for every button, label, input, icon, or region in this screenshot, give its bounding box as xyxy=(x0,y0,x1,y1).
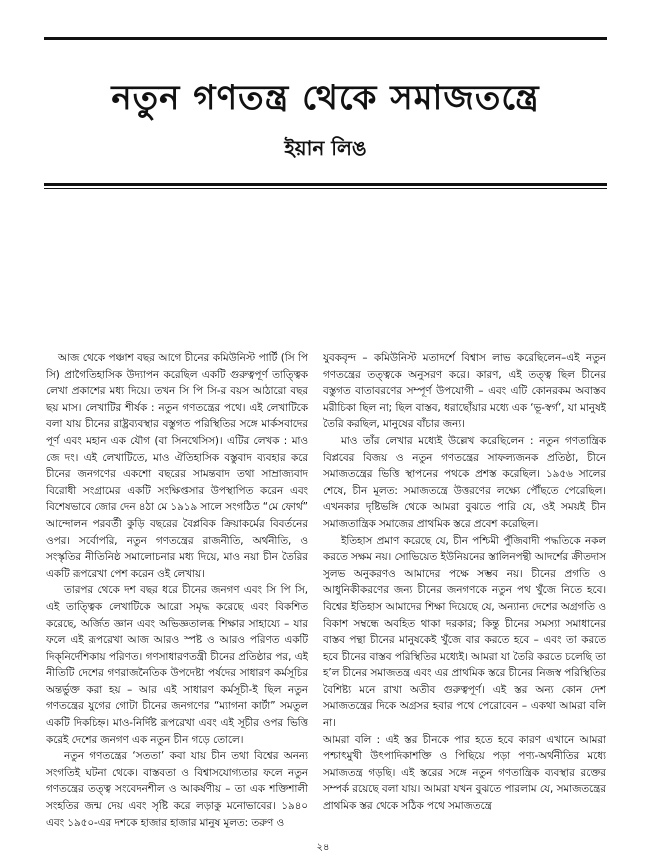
article-author: ইয়ান লিঙ xyxy=(284,136,367,160)
header-rule-thick xyxy=(44,183,607,186)
article-title: নতুন গণতন্ত্র থেকে সমাজতন্ত্রে xyxy=(111,78,540,118)
paragraph: আজ থেকে পঞ্চাশ বছর আগে চীনের কমিউনিস্ট পার্টি (সি পি সি) প্রাগৈতিহাসিক উদ্যাপন করেছিল একটি গুরুত্বপূর্ণ তাত্ত্বিক লেখা প্রকাশের মধ্য দিয়ে। তখন সি পি সি-র বয়স আঠারো বছর ছয় মাস। লেখাটির শীর্ষক : নতুন গণতন্ত্রের পথে। এই লেখাটিকে বলা যায় চীনের রাষ্ট্রব্যবস্থার বস্তুগত পরিস্থিতির সঙ্গে মার্কসবাদের পূর্ণ এবং মহান এক যৌগ (বা সিনথেসিস)। এটির লেখক : মাও জে দং। এই লেখাটিতে, মাও ঐতিহাসিক বস্তুবাদ ব্যবহার করে চীনের জনগণের একশো বছরের সামন্তবাদ তথা সাম্রাজ্যবাদ বিরোধী সংগ্রামের একটি সংক্ষিপ্তসার উপস্থাপিত করেন এবং বিশেষভাবে জোর দেন ৪ঠা মে ১৯১৯ সালে সংগঠিত “মে ফোর্থ” আন্দোলন পরবর্তী কুড়ি বছরের বৈপ্লবিক ক্রিয়াকর্মের বিবর্তনের ওপর। সর্বোপরি, নতুন গণতন্ত্রের রাজনীতি, অর্থনীতি, ও সংস্কৃতির নীতিনিষ্ঠ সমালোচনার মধ্য দিয়ে, মাও নয়া চীন তৈরির একটি রূপরেখা পেশ করেন ওই লেখায়। xyxy=(46,352,308,580)
header-rule-thin xyxy=(44,188,607,189)
paragraph: মাও তাঁর লেখার মধ্যেই উল্লেখ করেছিলেন : নতুন গণতান্ত্রিক বিপ্লবের বিজয় ও নতুন গণতন্ত্রের সাফল্যজনক প্রতিষ্ঠা, চীনে সমাজতন্ত্রের ভিত্তি স্থাপনের পথকে প্রশস্ত করেছিল। ১৯৫৬ সালের শেষে, চীন মূলত: সমাজতন্ত্রে উত্তরণের লক্ষ্যে পৌঁছতে পেরেছিল। এখনকার দৃষ্টিভঙ্গি থেকে আমরা বুঝতে পারি যে, ওই সময়ই চীন সমাজতান্ত্রিক সমাজের প্রাথমিক স্তরে প্রবেশ করেছিল। xyxy=(323,434,606,530)
paragraph: ইতিহাস প্রমাণ করেছে যে, চীন পশ্চিমী পুঁজিবাদী পদ্ধতিকে নকল করতে সক্ষম নয়। সোভিয়েত ইউনিয়নের স্তালিনপন্থী আদর্শের ক্রীতদাস সুলভ অনুকরণও আমাদের পক্ষে সম্ভব নয়। চীনের প্রগতি ও আধুনিকীকরণের জন্য চীনের জনগণকে নতুন পথ খুঁজে নিতে হবে। বিশ্বের ইতিহাস আমাদের শিক্ষা দিয়েছে যে, অন্যান্য দেশের অগ্রগতি ও বিকাশ সম্বন্ধে অবহিত থাকা দরকার; কিন্তু চীনের সমস্যা সমাধানের বাস্তব পন্থা চীনের মানুষকেই খুঁজে বার করতে হবে – এবং তা করতে হবে চীনের বাস্তব পরিস্থিতির মধ্যেই। আমরা যা তৈরি করতে চলেছি তা হ’ল চীনের সমাজতন্ত্র এবং এর প্রাথমিক স্তরে চীনের নিজস্ব পরিস্থিতির বৈশিষ্ট্য মনে রাখা অতীব গুরুত্বপূর্ণ। এই স্তর অন্য কোন দেশ সমাজতন্ত্রের দিকে অগ্রসর হবার পথে পেরোবেন – একথা আমরা বলি না। xyxy=(323,534,606,730)
top-rule xyxy=(44,37,607,40)
right-column xyxy=(323,350,606,828)
left-column xyxy=(46,350,308,828)
paragraph: আমরা বলি : এই স্তর চীনকে পার হতে হবে কারণ এখানে আমরা পশ্চাৎমুখী উৎপাদিকাশক্তি ও পিছিয়ে পড়া পণ্য-অর্থনীতির মধ্যে সমাজতন্ত্র গড়ছি। এই স্তরের সঙ্গে নতুন গণতান্ত্রিক ব্যবস্থার রক্তের সম্পর্ক রয়েছে বলা যায়। আমরা যখন বুঝতে পারলাম যে, সমাজতন্ত্রের প্রাথমিক স্তর থেকে সঠিক পথে সমাজতন্ত্রে xyxy=(323,733,606,813)
paragraph: যুবকবৃন্দ – কমিউনিস্ট মতাদর্শে বিশ্বাস লাভ করেছিলেন–এই নতুন গণতন্ত্রের তত্ত্বকে অনুসরণ করে। কারণ, এই তত্ত্ব ছিল চীনের বস্তুগত বাতাবরণের সম্পূর্ণ উপযোগী – এবং এটি কোনরকম অবাস্তব মরীচিকা ছিল না; ছিল বাস্তব, ধরাছোঁয়ার মধ্যে এক ‘ভূ-স্বর্গ’, যা মানুষই তৈরি করছিল, মানুষের বাঁচার জন্য। xyxy=(323,352,606,431)
paragraph: নতুন গণতন্ত্রের ‘সততা’ কবা যায় চীন তথা বিশ্বের অনন্য সংগতিই ঘটনা থেকে। বাস্তবতা ও বিশ্বাসযোগ্যতার ফলে নতুন গণতন্ত্রের তত্ত্ব সংবেদনশীল ও আকর্ষণীয় – তা এক শক্তিশালী সংহতির জন্ম দেয় এবং সৃষ্টি করে লড়াকু মনোভাবের। ১৯৪০ এবং ১৯৫০-এর দশকে হাজার হাজার মানুষ মূলত: তরুণ ও xyxy=(46,750,308,828)
page-number: ২৪ xyxy=(316,842,330,853)
paragraph: তারপর থেকে দশ বছর ধরে চীনের জনগণ এবং সি পি সি, এই তাত্ত্বিক লেখাটিকে আরো সমৃদ্ধ করেছে এবং বিকশিত করেছে, অর্জিত জ্ঞান এবং অভিজ্ঞতালব্ধ শিক্ষার সাহায্যে – যার ফলে এই রূপরেখা আজ আরও স্পষ্ট ও আরও পরিণত একটি দিক্‌নির্দেশিকায় পরিণত। গণসাধারণতন্ত্রী চীনের প্রতিষ্ঠার পর, এই নীতিটি দেশের গণরাজনৈতিক উপদেষ্টা পর্ষদের সাধারণ কর্মসূচির অন্তর্ভুক্ত করা হয় – আর এই সাধারণ কর্মসূচী-ই ছিল নতুন গণতন্ত্রের যুগের গোটা চীনের জনগণের “ম্যাগনা কার্টা” সমতুল একটি দিকচিহ্ন। মাও-নির্দিষ্ট রূপরেখা এবং এই সূচীর ওপর ভিত্তি করেই দেশের জনগণ এক নতুন চীন গড়ে তোলে। xyxy=(46,584,308,746)
